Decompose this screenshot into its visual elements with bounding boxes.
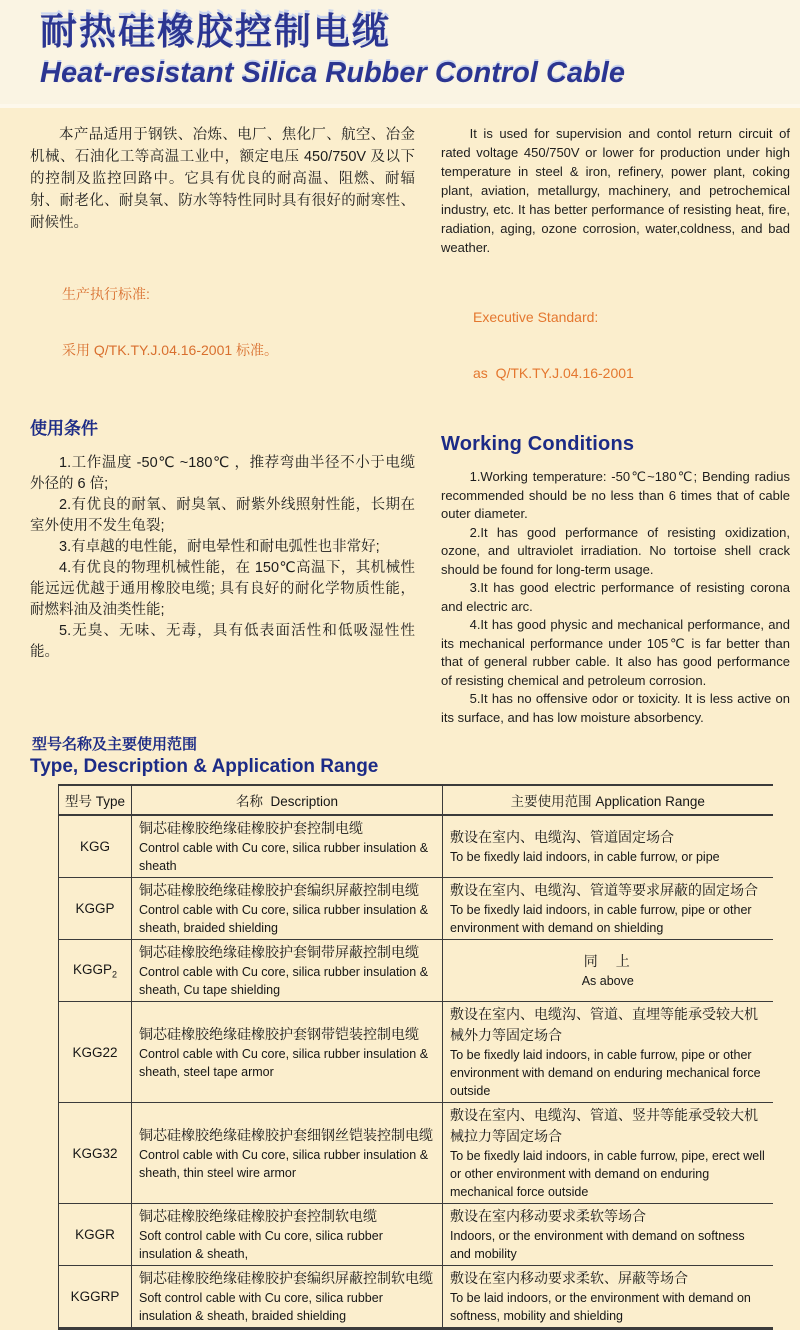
- standard-label-zh: 生产执行标准:: [62, 286, 150, 302]
- column-header-description: 名称 Description: [132, 785, 443, 815]
- range-en: To be laid indoors, or the environment with demand on softness, mobility and shielding: [450, 1291, 751, 1323]
- description-en: Control cable with Cu core, silica rubber insulation & sheath, thin steel wire armor: [139, 1147, 429, 1180]
- range-en: To be fixedly laid indoors, in cable furrow, pipe or other environment with demand on shielding: [450, 903, 752, 935]
- range-en: To be fixedly laid indoors, in cable furrow, or pipe: [450, 850, 720, 864]
- intro-paragraph-en: It is used for supervision and contol return circuit of rated voltage 450/750V or lower for production under high temperature in steel & iron, refinery, power plant, coking plant, aviation, metallurgy, machinery, and petrochemical industry, etc. It has better performance of resisting heat, fire, radiation, aging, ozone corrosion, water,coldness, and bad weather.: [441, 126, 790, 255]
- condition-item-en: 2.It has good performance of resisting oxidization, ozone, and ultraviolet irradiation. No tortoise shell crack should be found for long-term usage.: [441, 524, 790, 577]
- condition-item-zh: 5.无臭、无味、无毒，具有低表面活性和低吸湿性性能。: [30, 623, 415, 660]
- range-zh: 敷设在室内、电缆沟、管道固定场合: [450, 829, 674, 845]
- description-zh: 铜芯硅橡胶绝缘硅橡胶护套铜带屏蔽控制电缆: [139, 944, 419, 960]
- intro-paragraph-zh: 本产品适用于钢铁、冶炼、电厂、焦化厂、航空、冶金机械、石油化工等高温工业中，额定电压 450/750V 及以下的控制及监控回路中。它具有优良的耐高温、阻燃、耐辐射、耐老化、耐臭氧、防水等特性同时具有很好的耐寒性、耐候性。: [30, 127, 415, 231]
- range-zh: 敷设在室内、电缆沟、管道、直埋等能承受较大机械外力等固定场合: [450, 1006, 758, 1043]
- cell-range: [443, 1266, 773, 1329]
- cell-description: [132, 940, 443, 1002]
- cell-range: [443, 940, 773, 1002]
- cell-type: KGG: [59, 815, 132, 878]
- description-zh: 铜芯硅橡胶绝缘硅橡胶护套钢带铠装控制电缆: [139, 1025, 419, 1042]
- range-zh: 敷设在室内、电缆沟、管道、竖井等能承受较大机械拉力等固定场合: [450, 1107, 758, 1144]
- condition-item-en: 4.It has good physic and mechanical performance, and its mechanical performance under 105℃ is far better than that of general rubber cable. It also has good performance of resisting chemical and petroleum corrosion.: [441, 617, 790, 688]
- table-row: [59, 878, 773, 940]
- column-english: [441, 124, 790, 727]
- cell-type: KGG32: [59, 1103, 132, 1204]
- cell-description: [132, 1002, 443, 1103]
- table-row: [59, 940, 773, 1002]
- cell-type: KGGR: [59, 1204, 132, 1266]
- spec-table: [58, 784, 773, 1330]
- range-zh: 敷设在室内移动要求柔软等场合: [450, 1208, 646, 1224]
- column-header-range: 主要使用范围 Application Range: [443, 785, 773, 815]
- table-row: [59, 1204, 773, 1266]
- table-heading-zh: 型号名称及主要使用范围: [32, 736, 198, 753]
- standard-value-en: as Q/TK.TY.J.04.16-2001: [473, 365, 634, 381]
- description-en: Control cable with Cu core, silica rubber insulation & sheath, braided shielding: [139, 903, 429, 935]
- description-en: Soft control cable with Cu core, silica rubber insulation & sheath, braided shielding: [139, 1291, 383, 1323]
- column-chinese: [30, 124, 415, 727]
- cell-range: [443, 1204, 773, 1266]
- condition-item-en: 1.Working temperature: -50℃~180℃; Bending radius recommended should be no less than 6 times that of cable outer diameter.: [441, 469, 790, 521]
- description-en: Control cable with Cu core, silica rubber insulation & sheath, steel tape armor: [139, 1046, 429, 1079]
- intro-columns: [0, 108, 800, 727]
- standard-label-en: Executive Standard:: [473, 309, 599, 325]
- type-table-section: [0, 727, 800, 1330]
- description-en: Control cable with Cu core, silica rubber insulation & sheath: [139, 841, 429, 873]
- cell-description: [132, 878, 443, 940]
- page-title-en: Heat-resistant Silica Rubber Control Cable: [40, 57, 625, 89]
- standard-value-zh: 采用 Q/TK.TY.J.04.16-2001 标准。: [62, 342, 279, 358]
- executive-standard-zh: [30, 248, 415, 396]
- range-zh: 敷设在室内、电缆沟、管道等要求屏蔽的固定场合: [450, 882, 758, 898]
- cell-description: [132, 815, 443, 878]
- cell-type: KGGP: [59, 878, 132, 940]
- description-zh: 铜芯硅橡胶绝缘硅橡胶护套控制电缆: [139, 820, 363, 836]
- condition-item-zh: 1.工作温度 -50℃ ~180℃ ，推荐弯曲半径不小于电缆外径的 6 倍;: [30, 455, 415, 492]
- condition-item-en: 3.It has good electric performance of resisting corona and electric arc.: [441, 580, 790, 614]
- description-zh: 铜芯硅橡胶绝缘硅橡胶护套控制软电缆: [139, 1208, 377, 1224]
- table-row: [59, 1103, 773, 1204]
- table-heading-en: Type, Description & Application Range: [30, 756, 379, 777]
- condition-item-en: 5.It has no offensive odor or toxicity. It is less active on its surface, and has low moisture absorbency.: [441, 691, 790, 725]
- page-header: [0, 0, 800, 108]
- conditions-heading-zh: 使用条件: [30, 419, 98, 438]
- description-zh: 铜芯硅橡胶绝缘硅橡胶护套细钢丝铠装控制电缆: [139, 1126, 433, 1143]
- page-title-zh: 耐热硅橡胶控制电缆: [40, 11, 391, 52]
- table-header-row: [59, 785, 773, 815]
- cell-range: [443, 1002, 773, 1103]
- column-header-type: 型号 Type: [59, 785, 132, 815]
- cell-range: [443, 815, 773, 878]
- cell-type: KGG22: [59, 1002, 132, 1103]
- executive-standard-en: [441, 271, 790, 419]
- condition-item-zh: 4.有优良的物理机械性能，在 150℃高温下，其机械性能远远优越于通用橡胶电缆; 具有良好的耐化学物质性能，耐燃料油及油类性能;: [30, 560, 415, 618]
- type-subscript: 2: [112, 969, 118, 980]
- description-en: Control cable with Cu core, silica rubber insulation & sheath, Cu tape shielding: [139, 965, 429, 997]
- range-zh: 同 上: [583, 953, 632, 969]
- range-en: As above: [581, 974, 634, 988]
- cell-description: [132, 1204, 443, 1266]
- description-zh: 铜芯硅橡胶绝缘硅橡胶护套编织屏蔽控制电缆: [139, 882, 419, 898]
- range-en: To be fixedly laid indoors, in cable furrow, pipe, erect well or other environment with demand on enduring mechanical force outside: [450, 1149, 765, 1199]
- cell-range: [443, 1103, 773, 1204]
- conditions-heading-en: Working Conditions: [441, 433, 635, 455]
- type-label: KGGP: [72, 961, 112, 977]
- table-row: [59, 1266, 773, 1329]
- cell-description: [132, 1266, 443, 1329]
- description-en: Soft control cable with Cu core, silica rubber insulation & sheath,: [139, 1229, 383, 1261]
- table-row: [59, 1002, 773, 1103]
- cell-description: [132, 1103, 443, 1204]
- range-en: Indoors, or the environment with demand on softness and mobility: [450, 1229, 745, 1261]
- cell-range: [443, 878, 773, 940]
- cell-type: [59, 940, 132, 1002]
- condition-item-zh: 3.有卓越的电性能，耐电晕性和耐电弧性也非常好;: [59, 539, 380, 555]
- table-row: [59, 815, 773, 878]
- condition-item-zh: 2.有优良的耐氧、耐臭氧、耐紫外线照射性能，长期在室外使用不发生龟裂;: [30, 497, 415, 534]
- description-zh: 铜芯硅橡胶绝缘硅橡胶护套编织屏蔽控制软电缆: [139, 1270, 433, 1286]
- range-en: To be fixedly laid indoors, in cable furrow, pipe or other environment with demand on enduring mechanical force outside: [450, 1048, 761, 1098]
- range-zh: 敷设在室内移动要求柔软、屏蔽等场合: [450, 1270, 688, 1286]
- cell-type: KGGRP: [59, 1266, 132, 1329]
